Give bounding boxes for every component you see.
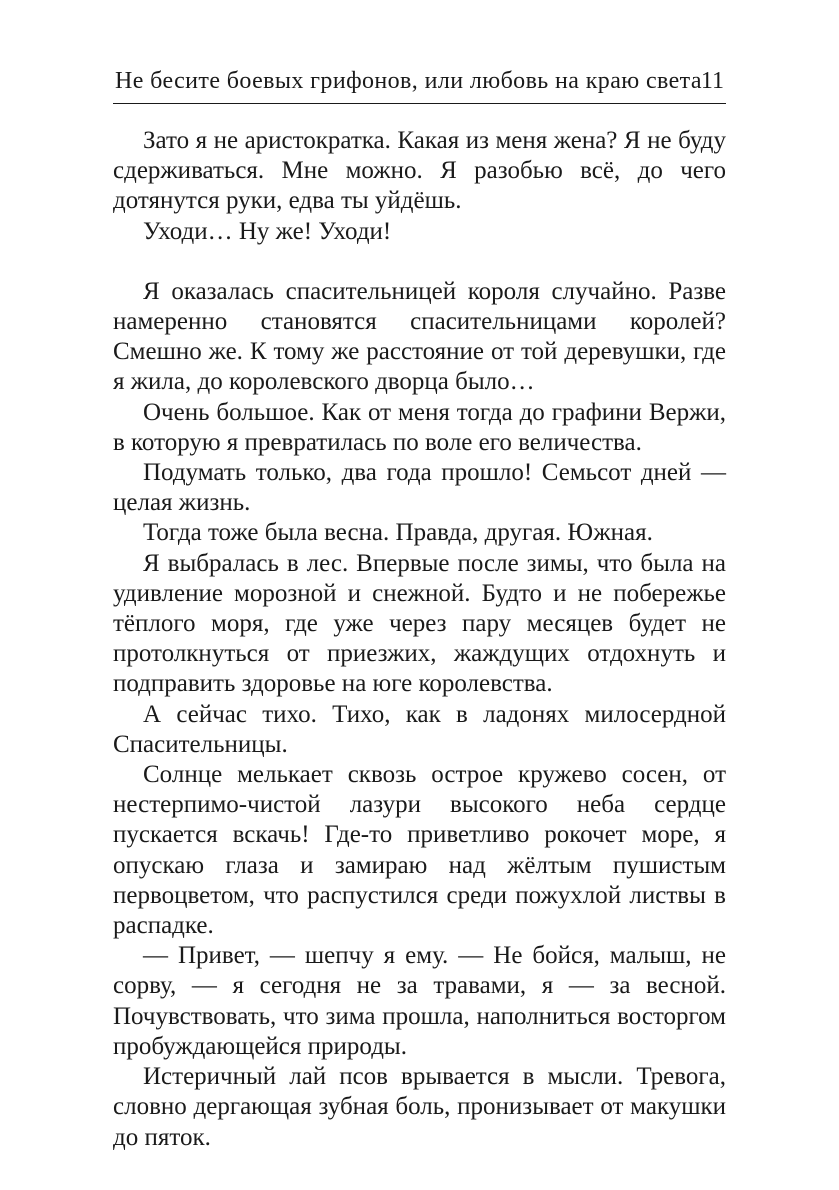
paragraph: Солнце мелькает сквозь острое кружево сосен, от нестерпимо-чистой лазури высокого неба сердце пускается вскачь! Где-то приветливо рокочет море, я опускаю глаза и замираю над жёлтым пушистым первоцветом, что распустился среди пожухлой листвы в распадке. (113, 761, 726, 940)
paragraph: Очень большое. Как от меня тогда до графини Вержи, в которую я превратилась по воле его величества. (113, 398, 726, 456)
paragraph: Я выбралась в лес. Впервые после зимы, что была на удивление морозной и снежной. Будто и не побережье тёплого моря, где уже через пару месяцев будет не протолкнуться от приезжих, жаждущих отдохнуть и подправить здоровье на юге королевства. (113, 549, 726, 698)
section-break (113, 247, 726, 277)
paragraph: Истеричный лай псов врывается в мысли. Тревога, словно дергающая зубная боль, пронизывает от макушки до пяток. (113, 1063, 726, 1151)
paragraph: Я оказалась спасительницей короля случайно. Разве намеренно становятся спасительницами королей? Смешно же. К тому же расстояние от той деревушки, где я жила, до королевского дворца было… (113, 277, 726, 396)
running-header (113, 64, 726, 104)
paragraph: — Привет, — шепчу я ему. — Не бойся, малыш, не сорву, — я сегодня не за травами, я — за весной. Почувствовать, что зима прошла, наполниться восторгом пробуждающейся природы. (113, 942, 726, 1060)
paragraph: Подумать только, два года прошло! Семьсот дней — целая жизнь. (113, 459, 726, 517)
body-text (113, 126, 726, 1153)
paragraph: Уходи… Ну же! Уходи! (143, 217, 392, 245)
page-number: 11 (700, 68, 724, 94)
paragraph: Зато я не аристократка. Какая из меня жена? Я не буду сдерживаться. Мне можно. Я разобью всё, до чего дотянутся руки, едва ты уйдёшь. (113, 127, 726, 215)
paragraph: Тогда тоже была весна. Правда, другая. Южная. (143, 519, 653, 547)
book-title: Не бесите боевых грифонов, или любовь на краю света (115, 68, 702, 94)
paragraph: А сейчас тихо. Тихо, как в ладонях милосердной Спасительницы. (113, 700, 726, 758)
